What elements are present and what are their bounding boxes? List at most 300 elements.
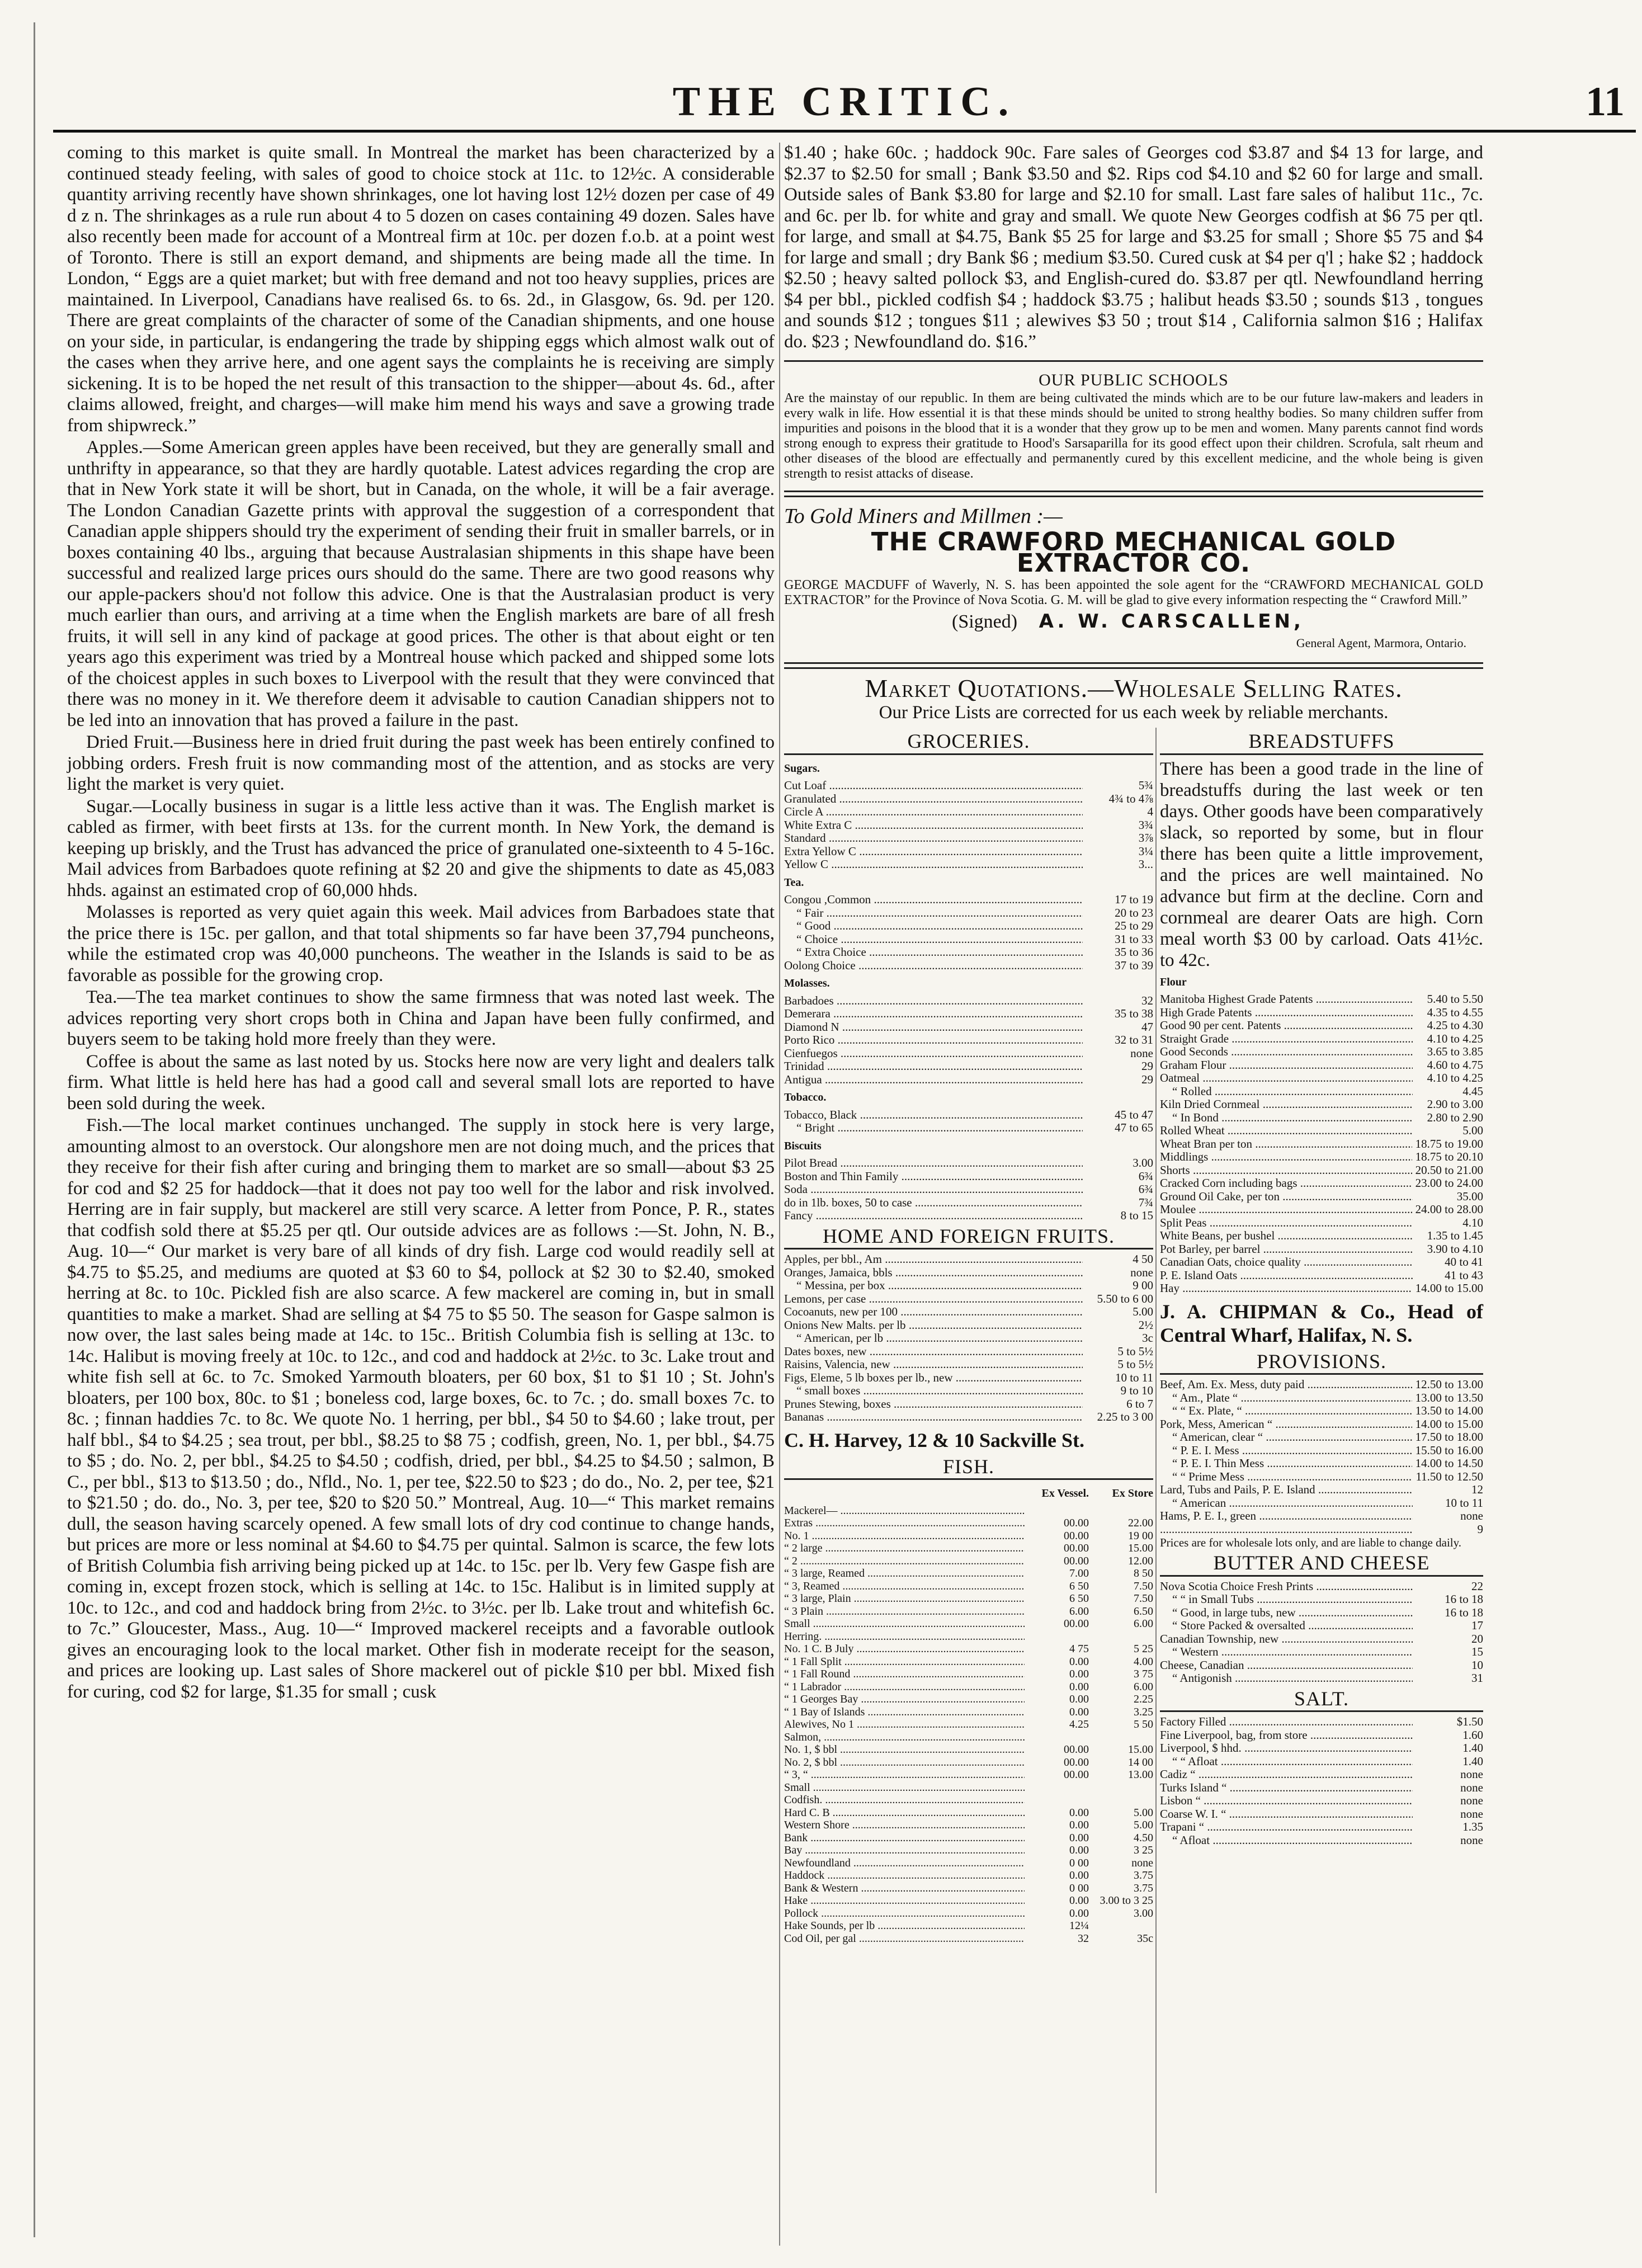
article-paragraph: Tea.—The tea market continues to show the same firmness that was noted last week. The advices reporting very short crops both in China and Japan have been fully confirmed, and buyers seem to be taking hold more freely than they were. xyxy=(67,987,775,1049)
fish-name: Hake Sounds, per lb ..... xyxy=(784,1920,1025,1932)
fish-name: Small ..... xyxy=(784,1781,1025,1794)
price-row xyxy=(784,1358,1153,1371)
signed-label: (Signed) xyxy=(952,611,1018,632)
price-row xyxy=(784,1398,1153,1411)
fish-row xyxy=(784,1592,1153,1605)
ex-vessel-price: 4 75 xyxy=(1069,1643,1089,1655)
ex-vessel-price: 6.00 xyxy=(1069,1605,1089,1618)
item-price: 31 to 33 xyxy=(1115,932,1153,946)
item-name: Figs, Eleme, 5 lb boxes per lb., new ..... xyxy=(784,1371,1083,1385)
fish-name: “ 1 Fall Round ..... xyxy=(784,1668,1025,1681)
price-row xyxy=(1160,993,1483,1006)
item-name: Moulee ..... xyxy=(1160,1203,1412,1216)
price-row xyxy=(1160,1006,1483,1020)
ex-vessel-price: 0 00 xyxy=(1069,1882,1089,1894)
item-name: Nova Scotia Choice Fresh Prints ..... xyxy=(1160,1580,1413,1593)
item-name: Cracked Corn including bags ..... xyxy=(1160,1177,1412,1190)
ex-vessel-price: 0.00 xyxy=(1069,1705,1089,1718)
column-divider xyxy=(779,143,780,2246)
item-price: 5.40 to 5.50 xyxy=(1427,992,1483,1006)
fish-row xyxy=(784,1630,1153,1643)
ad-body: GEORGE MACDUFF of Waverly, N. S. has been appointed the sole agent for the “CRAWFORD MECHANICAL GOLD EXTRACTOR” for the Province of Nova Scotia. G. M. will be glad to give every information respecting the “ Crawford Mill.” xyxy=(784,578,1483,607)
price-row xyxy=(1160,1742,1483,1755)
fish-row xyxy=(784,1769,1153,1781)
price-row xyxy=(784,1279,1153,1293)
ex-vessel-price: 0.00 xyxy=(1069,1844,1089,1856)
fish-name: Small ..... xyxy=(784,1618,1025,1630)
item-price: 4.35 to 4.55 xyxy=(1427,1005,1483,1019)
item-name: “ “ in Small Tubs ..... xyxy=(1160,1593,1413,1606)
ex-store-price: 3.00 to 3 25 xyxy=(1100,1894,1153,1907)
item-price: 15.50 to 16.00 xyxy=(1415,1443,1483,1457)
fish-name: “ 1 Bay of Islands ..... xyxy=(784,1706,1025,1719)
price-row xyxy=(1160,1593,1483,1606)
item-name: Diamond N ..... xyxy=(784,1021,1083,1034)
fish-name: Western Shore ..... xyxy=(784,1819,1025,1832)
item-name: “ “ Afloat ..... xyxy=(1160,1755,1413,1769)
group-label: Biscuits xyxy=(784,1139,822,1152)
item-name: Soda ..... xyxy=(784,1183,1083,1196)
item-name xyxy=(1160,1523,1413,1536)
item-name: Oatmeal ..... xyxy=(1160,1072,1413,1085)
fish-row xyxy=(784,1894,1153,1907)
price-row xyxy=(784,1109,1153,1122)
item-price: 10 to 11 xyxy=(1115,1370,1153,1384)
fish-row xyxy=(784,1832,1153,1845)
ex-store-price: 15.00 xyxy=(1128,1743,1153,1756)
item-name: Kiln Dried Cornmeal ..... xyxy=(1160,1098,1413,1111)
item-price: 1.40 xyxy=(1462,1754,1483,1768)
ex-store-header: Ex Store xyxy=(1112,1487,1153,1500)
price-row xyxy=(1160,1483,1483,1497)
item-name: Rolled Wheat ..... xyxy=(1160,1124,1413,1138)
ex-vessel-price: 00.00 xyxy=(1064,1756,1089,1769)
price-row xyxy=(1160,1177,1483,1190)
fish-name: No. 1 C. B July ..... xyxy=(784,1643,1025,1656)
item-price: 45 to 47 xyxy=(1115,1107,1153,1121)
fish-name: No. 1 ..... xyxy=(784,1530,1025,1543)
ex-store-price: 4.00 xyxy=(1134,1655,1153,1668)
item-name: “ Messina, per box ..... xyxy=(784,1279,1083,1293)
item-name: “ “ Prime Mess ..... xyxy=(1160,1470,1412,1484)
item-price: 2.90 to 3.00 xyxy=(1427,1097,1483,1111)
item-price: 17 xyxy=(1471,1619,1483,1632)
item-name: High Grade Patents ..... xyxy=(1160,1006,1413,1020)
item-price: 8 to 15 xyxy=(1120,1209,1153,1222)
ex-vessel-price: 0.00 xyxy=(1069,1894,1089,1907)
item-price: 5.50 to 6 00 xyxy=(1097,1291,1153,1305)
item-name: Tobacco, Black ..... xyxy=(784,1109,1083,1122)
item-name: “ small boxes ..... xyxy=(784,1384,1083,1398)
item-name: Barbadoes ..... xyxy=(784,994,1083,1008)
fish-row xyxy=(784,1656,1153,1668)
fish-row xyxy=(784,1819,1153,1832)
item-price: none xyxy=(1460,1807,1483,1821)
ad-title: THE CRAWFORD MECHANICAL GOLD EXTRACTOR CO. xyxy=(871,527,1396,578)
item-price: 20 to 23 xyxy=(1115,906,1153,920)
price-row xyxy=(784,1034,1153,1047)
fish-row xyxy=(784,1932,1153,1945)
fish-name: “ 1 Fall Split ..... xyxy=(784,1656,1025,1668)
fish-name: “ 1 Labrador ..... xyxy=(784,1681,1025,1694)
ex-vessel-price: 00.00 xyxy=(1064,1517,1089,1529)
fish-row xyxy=(784,1555,1153,1568)
ex-store-price: 3.75 xyxy=(1134,1869,1153,1882)
item-price: 18.75 to 19.00 xyxy=(1415,1137,1483,1150)
item-price: 22 xyxy=(1471,1579,1483,1593)
item-name: Fine Liverpool, bag, from store ..... xyxy=(1160,1729,1413,1742)
price-row xyxy=(1160,1045,1483,1059)
price-row xyxy=(1160,1781,1483,1795)
price-row xyxy=(784,1266,1153,1280)
item-price: 4.60 to 4.75 xyxy=(1427,1058,1483,1072)
ex-store-price: 22.00 xyxy=(1128,1517,1153,1529)
item-price: 4 50 xyxy=(1133,1252,1153,1266)
fish-row xyxy=(784,1844,1153,1857)
market-subtitle: Our Price Lists are corrected for us each week by reliable merchants. xyxy=(879,702,1389,723)
price-row xyxy=(1160,1392,1483,1405)
item-name: do in 1lb. boxes, 50 to case ..... xyxy=(784,1196,1083,1210)
ex-vessel-header: Ex Vessel. xyxy=(1041,1487,1089,1500)
price-row xyxy=(784,819,1153,832)
item-price: 3¼ xyxy=(1138,844,1153,858)
fish-row xyxy=(784,1668,1153,1681)
price-row xyxy=(1160,1164,1483,1177)
fish-name: “ 3, Reamed ..... xyxy=(784,1580,1025,1593)
fish-name: “ 2 large ..... xyxy=(784,1542,1025,1555)
price-row xyxy=(1160,1715,1483,1729)
double-rule xyxy=(784,491,1483,497)
ex-store-price: 2.25 xyxy=(1134,1693,1153,1705)
item-name: Canadian Township, new ..... xyxy=(1160,1633,1413,1646)
salt-heading: SALT. xyxy=(1160,1689,1483,1713)
butter-list xyxy=(1160,1580,1483,1685)
price-row xyxy=(784,1060,1153,1073)
item-price: 47 xyxy=(1141,1020,1153,1034)
price-row xyxy=(784,793,1153,806)
price-row xyxy=(1160,1497,1483,1510)
price-row xyxy=(1160,1098,1483,1111)
fish-name: No. 1, $ bbl ..... xyxy=(784,1743,1025,1756)
fish-row xyxy=(784,1681,1153,1694)
fish-name: Codfish. ..... xyxy=(784,1794,1025,1807)
item-price: 12.50 to 13.00 xyxy=(1415,1378,1483,1391)
item-name: Cocoanuts, new per 100 ..... xyxy=(784,1305,1083,1319)
price-row xyxy=(1160,1645,1483,1659)
item-name: Coarse W. I. “ ..... xyxy=(1160,1808,1413,1821)
item-name: “ Western ..... xyxy=(1160,1645,1413,1659)
ad-heading: OUR PUBLIC SCHOOLS xyxy=(1039,371,1229,389)
price-row xyxy=(1160,1150,1483,1164)
provisions-heading: PROVISIONS. xyxy=(1160,1351,1483,1375)
price-row xyxy=(784,1293,1153,1306)
price-row xyxy=(1160,1404,1483,1418)
price-row xyxy=(784,858,1153,871)
price-row xyxy=(784,1170,1153,1183)
item-price: 32 to 31 xyxy=(1115,1033,1153,1046)
ex-vessel-price: 0.00 xyxy=(1069,1907,1089,1920)
ex-vessel-price: 0.00 xyxy=(1069,1806,1089,1819)
item-name: Lemons, per case ..... xyxy=(784,1293,1083,1306)
gold-extractor-advertisement xyxy=(784,506,1483,654)
item-name: Demerara ..... xyxy=(784,1007,1083,1021)
fish-column-headers xyxy=(784,1483,1153,1505)
item-name: “ American ..... xyxy=(1160,1497,1413,1510)
item-name: “ Rolled ..... xyxy=(1160,1085,1413,1098)
item-name: “ In Bond ..... xyxy=(1160,1111,1413,1125)
item-name: “ Extra Choice ..... xyxy=(784,946,1083,959)
item-price: 9 to 10 xyxy=(1120,1384,1153,1397)
item-name: “ Fair ..... xyxy=(784,907,1083,920)
ex-store-price: 5.00 xyxy=(1134,1819,1153,1831)
item-name: Standard ..... xyxy=(784,832,1083,845)
breadstuffs-agent: J. A. CHIPMAN & Co., Head of Central Wharf, Halifax, N. S. xyxy=(1160,1300,1483,1346)
item-price: 10 xyxy=(1471,1658,1483,1672)
item-price: 1.60 xyxy=(1462,1728,1483,1742)
fish-row xyxy=(784,1530,1153,1543)
ex-vessel-price: 00.00 xyxy=(1064,1618,1089,1630)
item-name: Pork, Mess, American “ ..... xyxy=(1160,1418,1412,1431)
item-name: Canadian Oats, choice quality ..... xyxy=(1160,1256,1413,1269)
article-paragraph: Coffee is about the same as last noted by us. Stocks here now are very light and dealers talk firm. What little is held here has had a good call and several small lots are reported to have been sold during the week. xyxy=(67,1051,775,1114)
ex-store-price: 3.25 xyxy=(1134,1705,1153,1718)
item-name: “ American, clear “ ..... xyxy=(1160,1431,1412,1444)
ex-store-price xyxy=(1089,1731,1153,1744)
item-name: Hams, P. E. I., green ..... xyxy=(1160,1510,1413,1523)
price-row xyxy=(1160,1124,1483,1138)
fish-row xyxy=(784,1882,1153,1895)
item-price: 29 xyxy=(1141,1072,1153,1086)
price-row xyxy=(1160,1672,1483,1685)
price-row xyxy=(784,1121,1153,1135)
fish-name: Alewives, No 1 ..... xyxy=(784,1718,1025,1731)
fish-row xyxy=(784,1743,1153,1756)
group-label: Tobacco. xyxy=(784,1091,827,1104)
item-name: Straight Grade ..... xyxy=(1160,1032,1413,1046)
price-row xyxy=(784,1183,1153,1196)
ex-vessel-price xyxy=(1025,1630,1089,1643)
item-price: none xyxy=(1460,1509,1483,1522)
fish-name: Hake ..... xyxy=(784,1894,1025,1907)
ex-vessel-price: 00.00 xyxy=(1064,1529,1089,1542)
price-row xyxy=(1160,1229,1483,1243)
item-name: “ Store Packed & oversalted ..... xyxy=(1160,1619,1413,1633)
price-row xyxy=(1160,1444,1483,1458)
ex-store-price: 7.50 xyxy=(1134,1579,1153,1592)
item-price: 5.00 xyxy=(1133,1305,1153,1318)
item-name: Apples, per bbl., Am ..... xyxy=(784,1253,1083,1266)
ex-store-price: 8 50 xyxy=(1134,1567,1153,1579)
price-row xyxy=(1160,1190,1483,1204)
item-price: 2½ xyxy=(1138,1318,1153,1332)
fish-name: “ 3 Plain ..... xyxy=(784,1605,1025,1618)
fish-row xyxy=(784,1756,1153,1769)
price-row xyxy=(1160,1085,1483,1098)
ex-store-price: 6.50 xyxy=(1134,1605,1153,1618)
item-name: “ Good ..... xyxy=(784,920,1083,933)
price-row xyxy=(784,1253,1153,1266)
price-row xyxy=(1160,1282,1483,1295)
price-row xyxy=(1160,1243,1483,1256)
group-label: Tea. xyxy=(784,876,804,889)
price-row xyxy=(784,1411,1153,1424)
price-row xyxy=(1160,1794,1483,1808)
ex-vessel-price xyxy=(1025,1781,1089,1794)
item-price: 35 to 38 xyxy=(1115,1007,1153,1020)
double-rule xyxy=(784,662,1483,669)
item-name: Cut Loaf ..... xyxy=(784,779,1083,793)
item-name: “ Antigonish ..... xyxy=(1160,1672,1413,1685)
item-name: Factory Filled ..... xyxy=(1160,1715,1413,1729)
item-price: 13.00 to 13.50 xyxy=(1415,1390,1483,1404)
ex-vessel-price: 0.00 xyxy=(1069,1668,1089,1680)
ex-vessel-price: 0.00 xyxy=(1069,1655,1089,1668)
fish-name: “ 3 large, Reamed ..... xyxy=(784,1567,1025,1580)
ad-body: Are the mainstay of our republic. In them are being cultivated the minds which are to be our future law-makers and leaders in every walk in life. How essential it is that these minds should be united to strong healthy bodies. So many children suffer from impurities and poisons in the blood that it is a wonder that they grow up to be men and women. Many parents cannot find words strong enough to express their gratitude to Hood's Sarsaparilla for its good effect upon their children. Scrofula, salt rheum and other diseases of the blood are effectually and permanently cured by this excellent medicine, and the whole being is given strength to resist attacks of disease. xyxy=(784,390,1483,481)
item-name: “ P. E. I. Thin Mess ..... xyxy=(1160,1457,1412,1470)
price-row xyxy=(1160,1256,1483,1269)
item-price: 1.35 to 1.45 xyxy=(1427,1229,1483,1242)
item-price: 5.00 xyxy=(1462,1124,1483,1137)
item-name: Yellow C ..... xyxy=(784,858,1083,871)
breadstuffs-report: There has been a good trade in the line of breadstuffs during the last week or ten days. Other goods have been comparatively slack, so reported by some, but in flour there has been quite a little improvement, and the prices are well maintained. No advance but firm at the decline. Corn and cornmeal are dearer Oats are high. Corn meal worth $3 00 by carload. Oats 41½c. to 42c. xyxy=(1160,758,1483,970)
item-name: Shorts ..... xyxy=(1160,1164,1412,1177)
item-price: 4.10 to 4.25 xyxy=(1427,1071,1483,1085)
fish-row xyxy=(784,1857,1153,1870)
fruits-agent: C. H. Harvey, 12 & 10 Sackville St. xyxy=(784,1428,1084,1451)
price-row xyxy=(1160,1203,1483,1216)
ex-vessel-price: 0 00 xyxy=(1069,1856,1089,1869)
ex-store-price xyxy=(1089,1630,1153,1643)
item-name: Manitoba Highest Grade Patents ..... xyxy=(1160,993,1413,1006)
item-name: Beef, Am. Ex. Mess, duty paid ..... xyxy=(1160,1378,1412,1392)
item-name: “ “ Ex. Plate, “ ..... xyxy=(1160,1404,1412,1418)
ex-vessel-price: 12¼ xyxy=(1069,1920,1089,1932)
ad-signature xyxy=(952,611,1483,633)
item-name: Oranges, Jamaica, bbls ..... xyxy=(784,1266,1083,1280)
item-name: “ Good, in large tubs, new ..... xyxy=(1160,1606,1413,1620)
item-name: Trapani “ ..... xyxy=(1160,1821,1413,1834)
item-name: Liverpool, $ hhd. ..... xyxy=(1160,1742,1413,1755)
fish-name: “ 2 ..... xyxy=(784,1555,1025,1568)
item-price: 31 xyxy=(1471,1671,1483,1685)
item-price: 32 xyxy=(1141,993,1153,1007)
fish-row xyxy=(784,1718,1153,1731)
item-price: 4¾ to 4⅞ xyxy=(1108,791,1153,805)
item-price: none xyxy=(1130,1046,1153,1060)
price-row xyxy=(784,1209,1153,1223)
price-row xyxy=(784,1305,1153,1319)
price-row xyxy=(784,1332,1153,1345)
item-price: 3... xyxy=(1138,857,1153,871)
fish-name: Mackerel— ..... xyxy=(784,1505,1025,1517)
ex-vessel-price: 6 50 xyxy=(1069,1592,1089,1605)
ex-vessel-price: 0.00 xyxy=(1069,1869,1089,1882)
ex-store-price xyxy=(1089,1781,1153,1794)
item-price: 12 xyxy=(1471,1483,1483,1496)
item-price: 20 xyxy=(1471,1632,1483,1645)
fish-name: Herring. ..... xyxy=(784,1630,1025,1643)
item-price: 24.00 to 28.00 xyxy=(1415,1203,1483,1216)
price-row xyxy=(784,933,1153,946)
price-row xyxy=(1160,1072,1483,1085)
fish-row xyxy=(784,1781,1153,1794)
market-quotations xyxy=(784,728,1483,2193)
item-price: 17 to 19 xyxy=(1115,893,1153,906)
item-name: “ Am., Plate “ ..... xyxy=(1160,1392,1412,1405)
price-row xyxy=(784,805,1153,819)
price-row xyxy=(1160,1032,1483,1046)
price-row xyxy=(784,1345,1153,1359)
ex-vessel-price xyxy=(1025,1794,1089,1807)
item-name: Graham Flour ..... xyxy=(1160,1059,1413,1072)
price-row xyxy=(1160,1768,1483,1781)
item-price: 47 to 65 xyxy=(1115,1121,1153,1134)
item-price: none xyxy=(1460,1780,1483,1794)
market-title: Market Quotations.—Wholesale Selling Rates. xyxy=(865,674,1403,702)
item-price: 16 to 18 xyxy=(1445,1605,1483,1619)
item-name: Turks Island “ ..... xyxy=(1160,1781,1413,1795)
price-row xyxy=(1160,1755,1483,1769)
page-header xyxy=(53,78,1636,132)
ad-intro: To Gold Miners and Millmen :— xyxy=(784,504,1063,528)
groceries-list xyxy=(784,758,1153,1223)
item-name: Porto Rico ..... xyxy=(784,1034,1083,1047)
item-price: 4.10 xyxy=(1462,1215,1483,1229)
fish-name: Cod Oil, per gal ..... xyxy=(784,1932,1025,1945)
item-price: 4.25 to 4.30 xyxy=(1427,1019,1483,1032)
price-row xyxy=(784,1157,1153,1170)
fish-row xyxy=(784,1731,1153,1744)
schools-advertisement xyxy=(784,370,1483,482)
item-name: Fancy ..... xyxy=(784,1209,1083,1223)
item-price: $1.50 xyxy=(1456,1715,1483,1728)
fish-row xyxy=(784,1706,1153,1719)
header-rule xyxy=(53,130,1636,133)
fish-row xyxy=(784,1907,1153,1920)
item-price: none xyxy=(1460,1833,1483,1847)
ex-store-price: 3 25 xyxy=(1134,1844,1153,1856)
item-price: 6¾ xyxy=(1138,1182,1153,1196)
breadstuffs-list xyxy=(1160,993,1483,1295)
price-row xyxy=(1160,1431,1483,1444)
item-name: Lisbon “ ..... xyxy=(1160,1794,1413,1808)
item-name: “ Bright ..... xyxy=(784,1121,1083,1135)
item-name: Cheese, Canadian ..... xyxy=(1160,1659,1413,1672)
item-price: 3.65 to 3.85 xyxy=(1427,1045,1483,1058)
price-row xyxy=(1160,1059,1483,1072)
price-row xyxy=(784,907,1153,920)
price-row xyxy=(784,1073,1153,1087)
ex-vessel-price: 32 xyxy=(1078,1932,1089,1945)
item-name: P. E. Island Oats ..... xyxy=(1160,1269,1413,1282)
ex-store-price: 35c xyxy=(1137,1932,1153,1945)
ex-store-price: 5 50 xyxy=(1134,1718,1153,1731)
item-name: “ Afloat ..... xyxy=(1160,1834,1413,1847)
price-row xyxy=(1160,1138,1483,1151)
binding-edge xyxy=(34,22,35,2237)
item-price: 4.45 xyxy=(1462,1084,1483,1098)
price-row xyxy=(784,893,1153,907)
item-name: Cienfuegos ..... xyxy=(784,1047,1083,1060)
item-name: Cadiz “ ..... xyxy=(1160,1768,1413,1781)
fruits-heading: HOME AND FOREIGN FRUITS. xyxy=(784,1226,1153,1250)
item-price: 25 to 29 xyxy=(1115,919,1153,932)
item-price: 6¾ xyxy=(1138,1169,1153,1183)
item-price: 6 to 7 xyxy=(1126,1397,1153,1411)
ex-vessel-price: 0.00 xyxy=(1069,1693,1089,1705)
item-price: 3.00 xyxy=(1133,1156,1153,1170)
